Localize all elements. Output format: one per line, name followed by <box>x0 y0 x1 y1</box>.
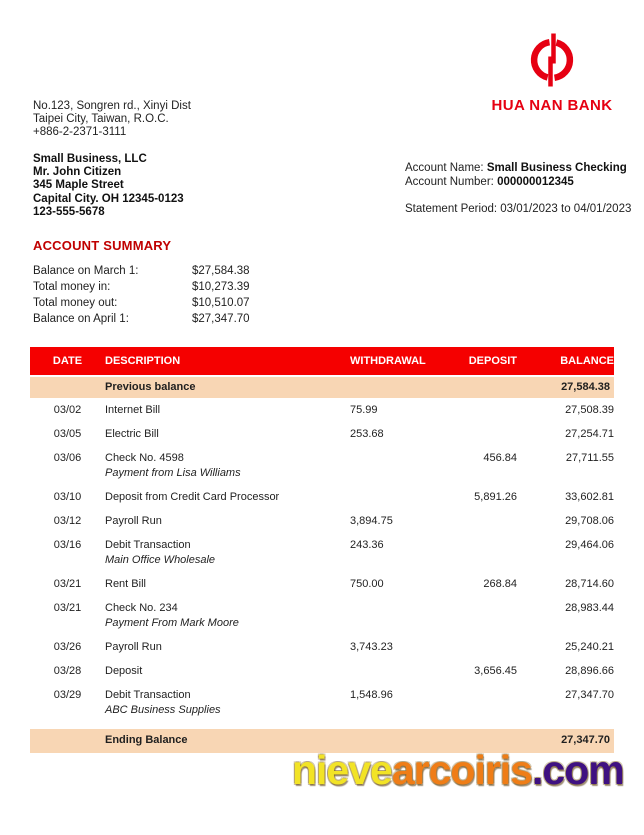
txn-balance: 27,254.71 <box>565 428 614 440</box>
customer-line: 123-555-5678 <box>33 205 105 218</box>
account-name-row <box>405 162 631 176</box>
account-info <box>405 162 631 216</box>
summary-label: Balance on March 1: <box>33 265 139 277</box>
watermark-part-2: arcoiris <box>391 747 532 793</box>
hua-nan-bank-logo-icon <box>527 31 577 89</box>
txn-date: 03/10 <box>53 491 82 503</box>
txn-balance: 29,464.06 <box>565 539 614 551</box>
txn-description: Debit Transaction <box>105 689 191 701</box>
previous-balance-row <box>30 376 614 398</box>
txn-balance: 25,240.21 <box>565 641 614 653</box>
statement-period-row <box>405 203 631 217</box>
customer-line: Mr. John Citizen <box>33 166 122 179</box>
account-name-label: Account Name: <box>405 162 484 174</box>
summary-row <box>33 311 250 327</box>
bank-name: HUA NAN BANK <box>491 97 613 114</box>
summary-value: $10,510.07 <box>192 297 250 309</box>
bank-address-line: +886-2-2371-3111 <box>33 126 127 139</box>
table-spacer-row <box>30 722 614 729</box>
table-row <box>30 572 614 596</box>
txn-withdrawal: 3,743.23 <box>350 641 393 653</box>
bank-address <box>33 100 191 140</box>
customer-line: 345 Maple Street <box>33 179 124 192</box>
summary-value: $10,273.39 <box>192 281 250 293</box>
bank-address-line: No.123, Songren rd., Xinyi Dist <box>33 100 191 112</box>
txn-withdrawal: 243.36 <box>350 539 384 551</box>
table-row <box>30 659 614 683</box>
header-balance: BALANCE <box>517 347 614 376</box>
table-row <box>30 596 614 635</box>
account-summary-title: ACCOUNT SUMMARY <box>33 238 172 253</box>
account-number-row <box>405 176 631 190</box>
txn-note: Main Office Wholesale <box>105 554 216 566</box>
transactions-section <box>30 347 614 753</box>
customer-line: Capital City. OH 12345-0123 <box>33 192 184 205</box>
statement-period-label: Statement Period: <box>405 202 498 215</box>
txn-note: ABC Business Supplies <box>105 704 221 716</box>
customer-address <box>33 153 184 219</box>
txn-deposit <box>445 398 517 422</box>
summary-value: $27,584.38 <box>192 265 250 277</box>
txn-balance: 28,983.44 <box>565 602 614 614</box>
txn-date: 03/12 <box>53 515 82 527</box>
txn-deposit <box>445 683 517 722</box>
txn-date: 03/26 <box>53 641 82 653</box>
table-row <box>30 485 614 509</box>
ending-balance-amount: 27,347.70 <box>517 729 614 753</box>
account-summary <box>33 263 250 327</box>
txn-balance: 28,896.66 <box>565 665 614 677</box>
txn-date: 03/05 <box>53 428 82 440</box>
table-row <box>30 509 614 533</box>
txn-deposit: 456.84 <box>483 452 517 464</box>
table-header-row <box>30 347 614 376</box>
txn-withdrawal <box>350 446 445 485</box>
txn-deposit <box>445 422 517 446</box>
summary-value: $27,347.70 <box>192 313 250 325</box>
table-row <box>30 398 614 422</box>
account-number-label: Account Number: <box>405 175 494 188</box>
txn-balance: 29,708.06 <box>565 515 614 527</box>
txn-balance: 27,711.55 <box>565 452 614 464</box>
summary-label: Total money in: <box>33 281 111 293</box>
watermark-part-1: nieve <box>292 747 392 793</box>
txn-date: 03/16 <box>53 539 82 551</box>
table-row <box>30 683 614 722</box>
summary-row <box>33 279 250 295</box>
watermark-part-3: .com <box>532 747 624 793</box>
txn-date: 03/28 <box>53 665 82 677</box>
previous-balance-date <box>30 376 105 398</box>
txn-description: Payroll Run <box>105 515 162 527</box>
watermark <box>292 748 624 793</box>
txn-date: 03/21 <box>53 578 82 590</box>
txn-withdrawal: 75.99 <box>350 404 378 416</box>
txn-deposit: 268.84 <box>483 578 517 590</box>
txn-description: Deposit <box>105 665 143 677</box>
txn-withdrawal <box>350 485 445 509</box>
summary-label: Total money out: <box>33 297 118 309</box>
txn-date: 03/02 <box>53 404 82 416</box>
header-description: DESCRIPTION <box>105 347 350 376</box>
txn-description: Check No. 234 <box>105 602 178 614</box>
txn-withdrawal: 750.00 <box>350 578 384 590</box>
txn-date: 03/06 <box>53 452 82 464</box>
transactions-table <box>30 347 614 753</box>
txn-balance: 27,508.39 <box>565 404 614 416</box>
customer-line: Small Business, LLC <box>33 153 147 165</box>
summary-row <box>33 295 250 311</box>
txn-deposit: 3,656.45 <box>474 665 517 677</box>
txn-note: Payment From Mark Moore <box>105 617 239 629</box>
txn-withdrawal: 253.68 <box>350 428 384 440</box>
txn-deposit <box>445 509 517 533</box>
txn-withdrawal <box>350 659 445 683</box>
header-deposit: DEPOSIT <box>445 347 517 376</box>
table-row <box>30 422 614 446</box>
account-name-value: Small Business Checking <box>486 162 627 174</box>
txn-deposit <box>445 596 517 635</box>
txn-deposit: 5,891.26 <box>474 491 517 503</box>
txn-withdrawal: 1,548.96 <box>350 689 393 701</box>
header-date: DATE <box>30 347 105 376</box>
account-number-value: 000000012345 <box>497 175 574 188</box>
txn-date: 03/21 <box>53 602 82 614</box>
bank-logo-block <box>484 31 620 114</box>
txn-description: Deposit from Credit Card Processor <box>105 491 280 503</box>
previous-balance-amount: 27,584.38 <box>517 376 614 398</box>
txn-date: 03/29 <box>53 689 82 701</box>
previous-balance-label: Previous balance <box>105 376 350 398</box>
txn-balance: 27,347.70 <box>565 689 614 701</box>
bank-address-line: Taipei City, Taiwan, R.O.C. <box>33 113 169 126</box>
txn-withdrawal <box>350 596 445 635</box>
txn-description: Rent Bill <box>105 578 146 590</box>
table-row <box>30 635 614 659</box>
statement-period-value: 03/01/2023 to 04/01/2023 <box>500 202 632 215</box>
table-row <box>30 533 614 572</box>
txn-description: Electric Bill <box>105 428 159 440</box>
table-row <box>30 446 614 485</box>
txn-balance: 28,714.60 <box>565 578 614 590</box>
txn-description: Payroll Run <box>105 641 162 653</box>
header-withdrawal: WITHDRAWAL <box>350 347 445 376</box>
txn-withdrawal: 3,894.75 <box>350 515 393 527</box>
txn-note: Payment from Lisa Williams <box>105 467 241 479</box>
txn-description: Debit Transaction <box>105 539 191 551</box>
txn-balance: 33,602.81 <box>565 491 614 503</box>
summary-row <box>33 263 250 279</box>
summary-label: Balance on April 1: <box>33 313 129 325</box>
txn-description: Internet Bill <box>105 404 161 416</box>
txn-deposit <box>445 533 517 572</box>
ending-balance-label: Ending Balance <box>105 729 350 753</box>
txn-description: Check No. 4598 <box>105 452 184 464</box>
txn-deposit <box>445 635 517 659</box>
